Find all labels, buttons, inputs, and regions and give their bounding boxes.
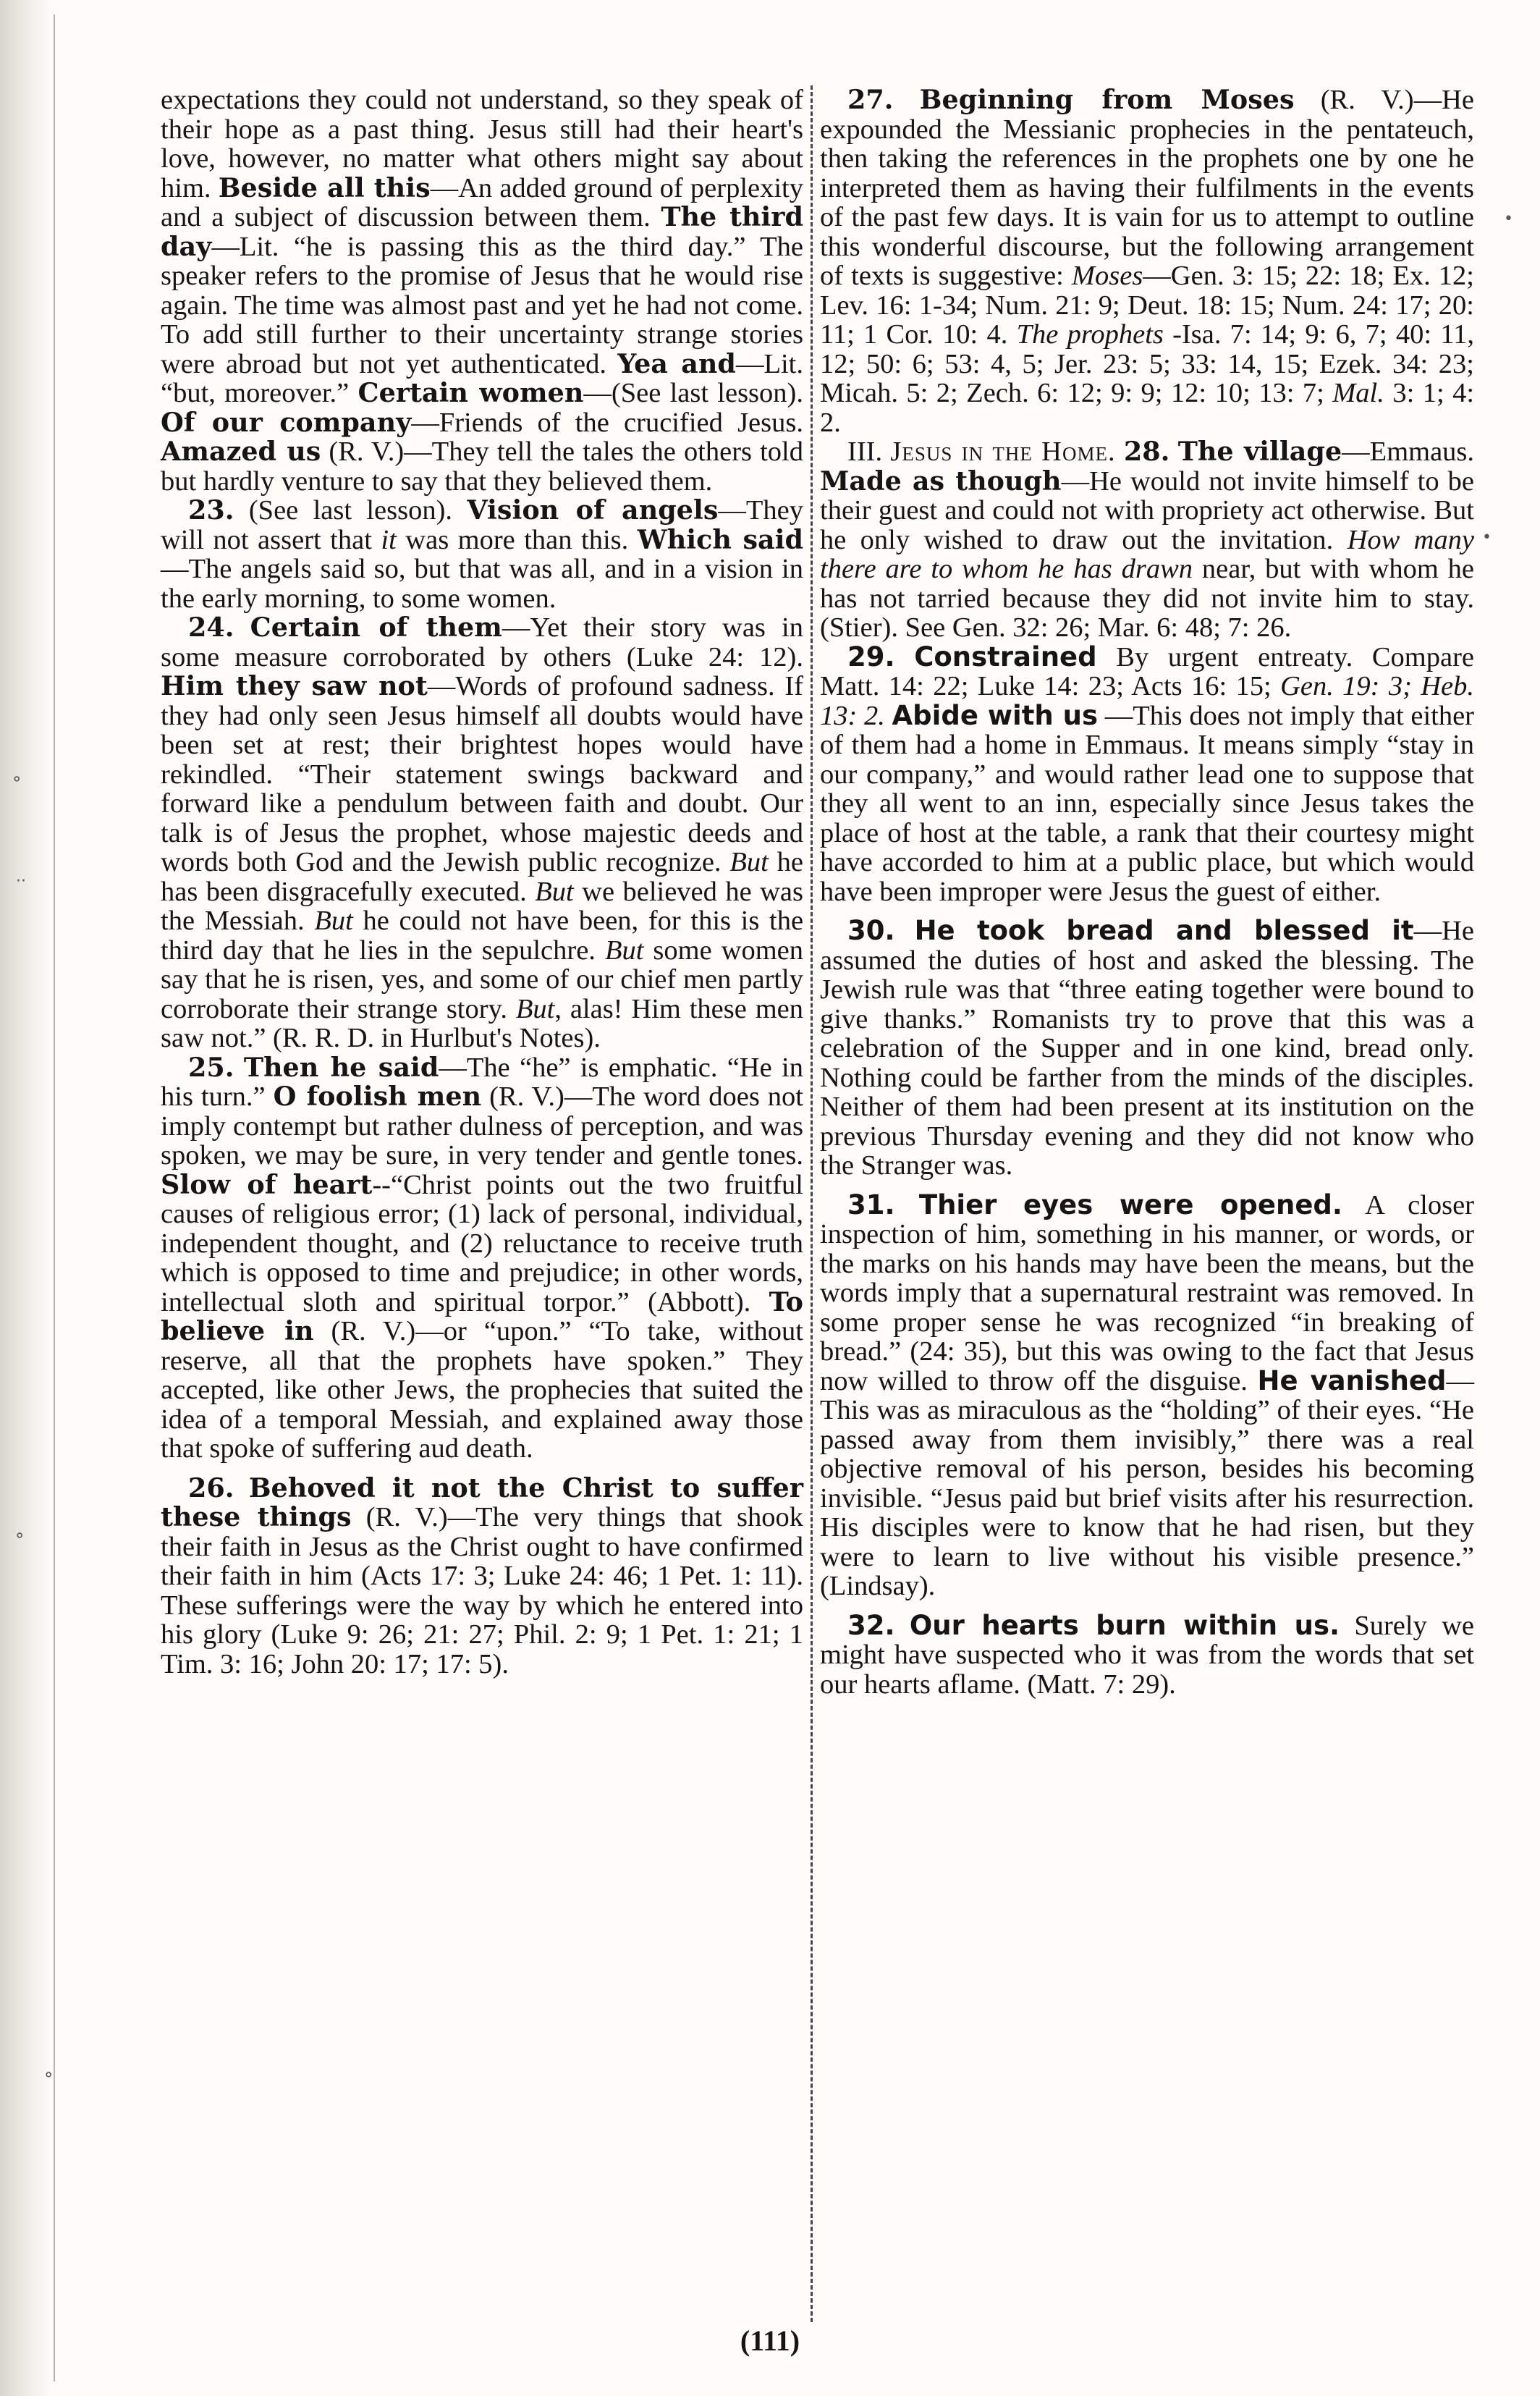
headword: He vanished	[1257, 1364, 1447, 1396]
body-text: —(See last lesson).	[583, 378, 803, 408]
body-text: we believed he was the Messiah.	[161, 876, 804, 936]
paragraph-27	[820, 85, 1474, 437]
italic-text: But	[604, 935, 644, 966]
paragraph-30	[820, 916, 1474, 1181]
body-text: —An added ground of perplexity and a subject of discussion between them.	[161, 172, 803, 232]
margin-speck: ··	[16, 872, 26, 890]
body-text: , alas! Him these men saw not.” (R. R. D. in Hurlbut's Notes).	[161, 993, 804, 1053]
headword: Amazed us	[161, 436, 321, 467]
italic-text: How many there are to whom he has drawn	[820, 524, 1474, 584]
italic-text: But	[535, 876, 574, 907]
body-text: —He would not invite himself to be their guest and could not with propriety act otherwise. But he only wished to draw out the invitation.	[820, 465, 1474, 555]
margin-speck: •	[1482, 528, 1492, 547]
headword: Abide with us	[892, 699, 1099, 731]
headword: Thier eyes were opened.	[918, 1189, 1342, 1220]
headword: Then he said	[243, 1051, 439, 1083]
headword: Slow of heart	[161, 1168, 373, 1200]
body-text: —Words of profound sadness. If they had only seen Jesus himself all doubts would have been set at rest; their brightest hopes would have rekindled. “Their statement swings backward and forward like a pendulum between faith and doubt. Our talk is of Jesus the prophet, whose majestic deeds and words both God and the Jewish public recognize.	[161, 671, 803, 877]
body-text: —This was as miraculous as the “holding” of their eyes. “He passed away from them invisibly,” there was a real objective removal of his person, besides his becoming invisible. “Jesus paid but brief visits after his resurrection. His disciples were to know that he had risen, but they were to learn to live without his visible presence.” (Lindsay).	[820, 1365, 1475, 1601]
italic-text: Mal.	[1332, 378, 1384, 408]
page-number: (111)	[740, 2324, 800, 2357]
body-text: —Yet their story was in some measure corroborated by others (Luke 24: 12).	[161, 612, 804, 672]
right-column	[820, 85, 1474, 1699]
margin-speck: ⚬	[10, 771, 24, 789]
body-text: was more than this.	[405, 524, 629, 555]
headword: Vision of angels	[467, 494, 719, 526]
body-text: —Friends of the crucified Jesus.	[411, 407, 803, 438]
italic-text: Gen. 19: 3; Heb. 13: 2.	[820, 671, 1474, 731]
margin-speck: •	[1504, 210, 1513, 228]
verse-number: 30.	[847, 915, 895, 946]
headword: Which said	[637, 523, 804, 555]
body-text: he could not have been, for this is the third day that he lies in the sepulchre.	[161, 906, 804, 966]
paragraph-26	[161, 1474, 803, 1679]
body-text: —They will not assert that	[161, 495, 804, 555]
headword: Our hearts burn within us.	[909, 1609, 1340, 1641]
body-text: 3: 1; 4: 2.	[820, 378, 1475, 438]
headword: He took bread and blessed it	[914, 915, 1414, 946]
body-text: —Gen. 3: 15; 22: 18; Ex. 12; Lev. 16: 1-34; Num. 21: 9; Deut. 18: 15; Num. 24: 17; 20: 11; 1 Cor. 10: 4.	[820, 261, 1474, 350]
verse-number: 25.	[188, 1051, 234, 1083]
headword: The third day	[161, 201, 803, 262]
body-text: A closer inspection of him, something in his manner, or words, or the marks on his hands may have been the means, but the words imply that a supernatural restraint was removed. In some proper sense he was recognized “in breaking of bread.” (24: 35), but this was owing to the fact that Jesus now willed to throw off the disguise.	[820, 1189, 1474, 1396]
body-text: (R. V.)—or “upon.” “To take, without reserve, all that the prophets have spoken.” They accepted, like other Jews, the prophecies that suited the idea of a temporal Messiah, and explained away those that spoke of suffering aud death.	[161, 1316, 803, 1464]
body-text: (R. V.)—The very things that shook their faith in Jesus as the Christ ought to have confirmed their faith in him (Acts 17: 3; Luke 24: 46; 1 Pet. 1: 11). These sufferings were the way by which he entered into his glory (Luke 9: 26; 21: 27; Phil. 2: 9; 1 Pet. 1: 21; 1 Tim. 3: 16; John 20: 17; 17: 5).	[161, 1502, 803, 1679]
headword: Beside all this	[218, 172, 431, 203]
headword: Made as though	[820, 465, 1062, 497]
paragraph-22-continued	[161, 85, 803, 496]
body-text: —Lit. “but, moreover.”	[161, 348, 804, 408]
body-text: expectations they could not understand, so they speak of their hope as a past thing. Jesus still had their heart's love, however, no matter what others might say about him.	[161, 85, 803, 203]
body-text: some women say that he is risen, yes, and some of our chief men partly corroborate their strange story.	[161, 935, 804, 1024]
body-text: near, but with whom he has not tarried because they did not invite him to stay. (Stier). See Gen. 32: 26; Mar. 6: 48; 7: 26.	[820, 554, 1475, 643]
headword: O foolish men	[273, 1081, 482, 1112]
body-text: (R. V.)—They tell the tales the others told but hardly venture to say that they believed them.	[161, 436, 804, 497]
column-divider	[811, 85, 813, 2322]
headword: Of our company	[161, 406, 412, 438]
paragraph-32	[820, 1611, 1474, 1700]
headword: To believe in	[161, 1286, 803, 1346]
body-text: -Isa. 7: 14; 9: 6, 7; 40: 11, 12; 50: 6; 53: 4, 5; Jer. 23: 5; 33: 14, 15; Ezek. 34: 23; Micah. 5: 2; Zech. 6: 12; 9: 9; 12: 10; 13: 7;	[820, 319, 1475, 408]
paragraph-31	[820, 1191, 1474, 1601]
verse-number: 26.	[188, 1472, 234, 1503]
italic-text: Moses	[1071, 261, 1143, 291]
verse-number: 28.	[1123, 436, 1170, 467]
paragraph-29	[820, 643, 1474, 907]
verse-number: 27.	[847, 84, 894, 115]
section-3-paragraph-28	[820, 437, 1474, 643]
body-text: —He assumed the duties of host and asked the blessing. The Jewish rule was that “three eating together were bound to give thanks.” Romanists try to prove that this was a celebration of the Supper and in one kind, bread only. Nothing could be farther from the minds of the disciples. Neither of them had been present at its institution on the previous Thursday evening and they did not know who the Stranger was.	[820, 916, 1475, 1181]
paragraph-25	[161, 1053, 803, 1464]
body-text: (See last lesson).	[248, 495, 453, 526]
margin-speck: ⚬	[42, 2067, 56, 2085]
body-text: (R. V.)—He expounded the Messianic prophecies in the pentateuch, then taking the references in the prophets one by one he interpreted them as having their fulfilments in the events of the past few days. It is vain for us to attempt to outline this wonderful discourse, but the following arrangement of texts is suggestive:	[820, 85, 1474, 291]
body-text: By urgent entreaty. Compare Matt. 14: 22; Luke 14: 23; Acts 16: 15;	[820, 641, 1474, 701]
section-number: III.	[847, 436, 883, 467]
italic-text: But	[515, 993, 555, 1024]
body-text: he has been disgracefully executed.	[161, 847, 804, 907]
verse-number: 29.	[847, 641, 895, 672]
binding-shadow	[0, 0, 51, 2396]
body-text: —Lit. “he is passing this as the third day.” The speaker refers to the promise of Jesus that he would rise again. The time was almost past and yet he had not come. To add still further to their uncertainty strange stories were abroad but not yet authenticated.	[161, 231, 803, 379]
body-text: —Emmaus.	[1342, 436, 1475, 467]
body-text: —The angels said so, but that was all, and in a vision in the early morning, to some women.	[161, 554, 803, 614]
body-text: —This does not imply that either of them had a home in Emmaus. It means simply “stay in our company,” and would rather lead one to suppose that they all went to an inn, especially since Jesus takes the place of host at the table, a rank that their courtesy might have accorded to him at a public place, but which would have been improper were Jesus the guest of either.	[820, 700, 1474, 907]
headword: Certain of them	[250, 612, 502, 643]
verse-number: 23.	[188, 494, 234, 526]
body-text: —The “he” is emphatic. “He in his turn.”	[161, 1052, 803, 1112]
left-column	[161, 85, 803, 1679]
margin-speck: ⚬	[13, 1527, 27, 1545]
verse-number: 31.	[847, 1189, 895, 1220]
body-text: --“Christ points out the two fruitful causes of religious error; (1) lack of personal, individual, independent thought, and (2) reluctance to receive truth which is opposed to time and prejudice; in other words, intellectual sloth and spiritual torpor.” (Abbott).	[161, 1169, 804, 1317]
italic-text: it	[381, 524, 397, 555]
section-title: Jesus in the Home.	[890, 436, 1116, 467]
headword: Certain women	[358, 377, 584, 408]
body-text: Surely we might have suspected who it was from the words that set our hearts aflame. (Matt. 7: 29).	[820, 1610, 1474, 1700]
italic-text: The prophets	[1016, 319, 1164, 350]
body-text: (R. V.)—The word does not imply contempt but rather dulness of perception, and was spoken, we may be sure, in very tender and gentle tones.	[161, 1081, 803, 1170]
paragraph-23	[161, 496, 803, 613]
italic-text: But	[729, 847, 769, 877]
verse-number: 32.	[847, 1609, 895, 1641]
verse-number: 24.	[188, 612, 234, 643]
headword: Beginning from Moses	[919, 84, 1295, 115]
headword: Behoved it not the Christ to suffer these things	[161, 1472, 803, 1532]
paragraph-24	[161, 613, 803, 1053]
binding-edge	[54, 14, 55, 2382]
headword: Yea and	[617, 347, 736, 379]
italic-text: But	[314, 906, 353, 936]
headword: The village	[1177, 436, 1342, 467]
headword: Constrained	[914, 641, 1097, 672]
headword: Him they saw not	[161, 670, 428, 701]
